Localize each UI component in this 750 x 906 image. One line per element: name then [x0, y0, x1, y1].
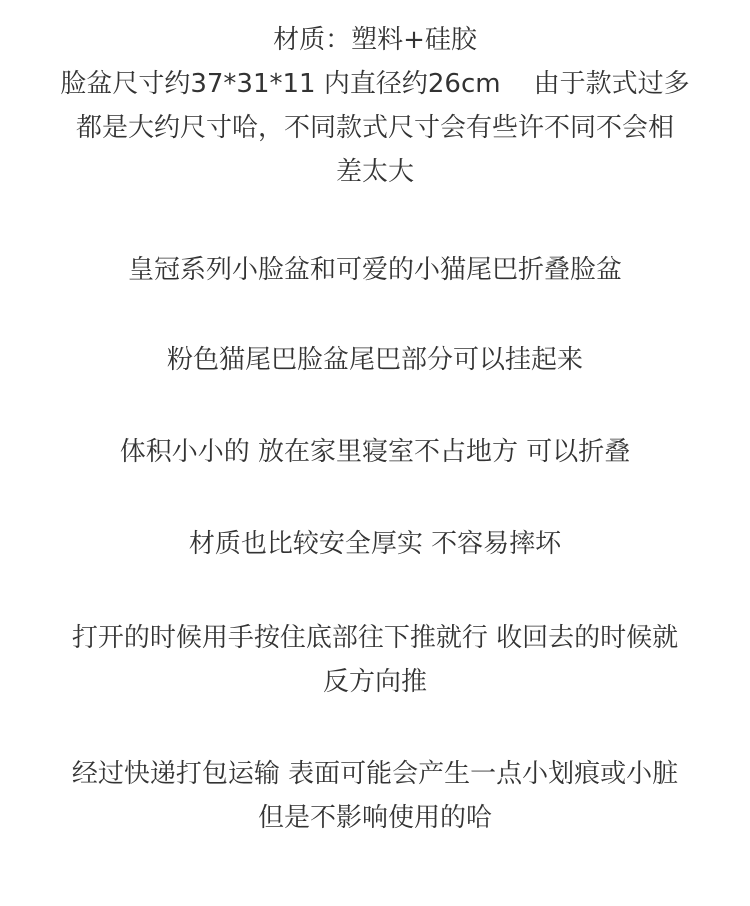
text-line: 体积小小的 放在家里寝室不占地方 可以折叠 — [119, 437, 631, 467]
text-line: 都是大约尺寸哈，不同款式尺寸会有些许不同不会相 — [75, 113, 674, 143]
text-line: 脸盆尺寸约37*31*11 内直径约26cm 由于款式过多 — [60, 69, 690, 99]
text-line: 粉色猫尾巴脸盆尾巴部分可以挂起来 — [166, 345, 583, 375]
text-line: 差太大 — [335, 157, 414, 187]
text-line: 但是不影响使用的哈 — [257, 803, 492, 833]
size-foldable-paragraph — [20, 430, 730, 474]
series-paragraph — [20, 248, 730, 292]
text-line: 反方向推 — [322, 667, 427, 697]
text-line: 材质也比较安全厚实 不容易摔坏 — [188, 529, 562, 559]
tail-paragraph — [20, 338, 730, 382]
text-line: 打开的时候用手按住底部往下推就行 收回去的时候就 — [71, 623, 679, 653]
text-line: 材质：塑料+硅胶 — [273, 25, 477, 55]
shipping-note-paragraph — [20, 752, 730, 840]
durability-paragraph — [20, 522, 730, 566]
text-line: 皇冠系列小脸盆和可爱的小猫尾巴折叠脸盆 — [127, 255, 622, 285]
usage-paragraph — [20, 616, 730, 704]
text-line: 经过快递打包运输 表面可能会产生一点小划痕或小脏 — [71, 759, 679, 789]
material-size-paragraph — [20, 18, 730, 194]
